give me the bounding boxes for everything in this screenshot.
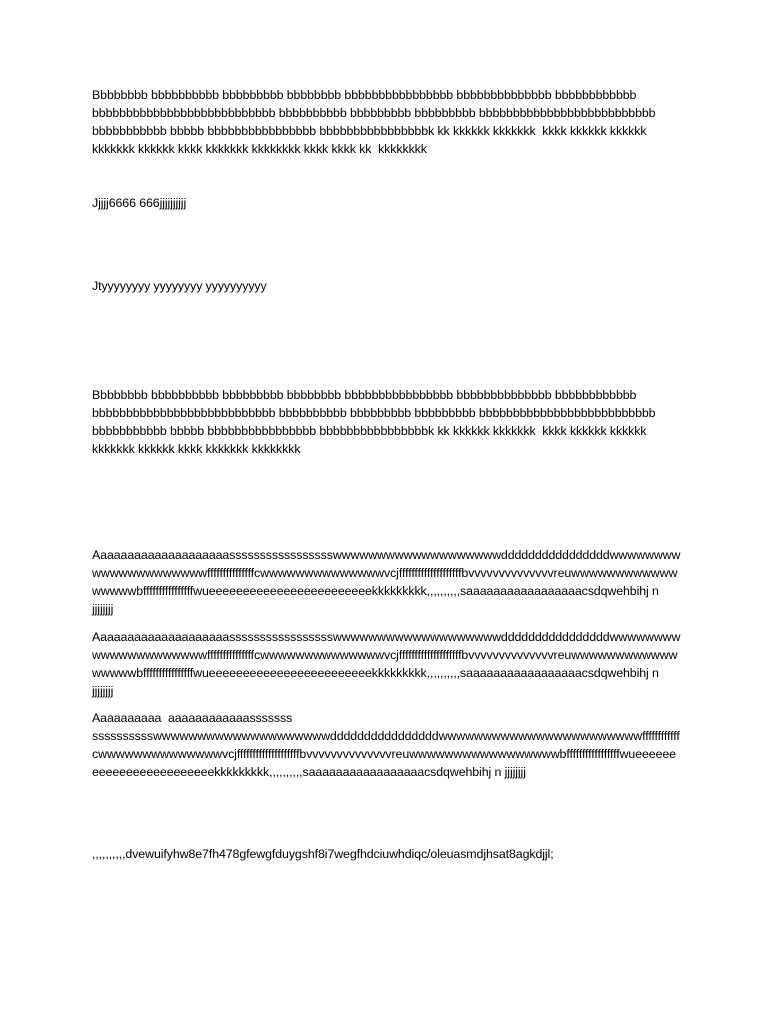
paragraph-7: Aaaaaaaaaa aaaaaaaaaaaasssssss sssssssssswwwwwwwwwwwwwwwwwwwwddddddddddddddddwwwwwwwwwwwwwwwwwwwwwwwffffffffffffcwwwwwwwwwwwwwwvcjffffffffffffffffffffbvvvvvvvvvvvvvvreuwwwwwwwwwwwwwwwwwbfffffffffffffffffwueeeeeeeeeeeeeeeeeeeeeeeekkkkkkkkk,,,,,,,,,,saaaaaaaaaaaaaaaaacsdqwehbihj n jjjjjjjj (92, 711, 680, 779)
paragraph-4: Bbbbbbbb bbbbbbbbbb bbbbbbbbb bbbbbbbb bbbbbbbbbbbbbbbb bbbbbbbbbbbbbb bbbbbbbbbbbb bbbbbbbbbbbbbbbbbbbbbbbbbbb bbbbbbbbbb bbbbbbbbb bbbbbbbbb bbbbbbbbbbbbbbbbbbbbbbbbbb bbbbbbbbbbb bbbbb bbbbbbbbbbbbbbbb bbbbbbbbbbbbbbbbk kk kkkkkk kkkkkkk kkkk kkkkkk kkkkkk kkkkkkk kkkkkk kkkk kkkkkkk kkkkkkkk (92, 388, 659, 456)
paragraph-1: Bbbbbbbb bbbbbbbbbb bbbbbbbbb bbbbbbbb bbbbbbbbbbbbbbbb bbbbbbbbbbbbbb bbbbbbbbbbbb bbbbbbbbbbbbbbbbbbbbbbbbbbb bbbbbbbbbb bbbbbbbbb bbbbbbbbb bbbbbbbbbbbbbbbbbbbbbbbbbb bbbbbbbbbbb bbbbb bbbbbbbbbbbbbbbb bbbbbbbbbbbbbbbbk kk kkkkkk kkkkkkk kkkk kkkkkk kkkkkk kkkkkkk kkkkkk kkkk kkkkkkk kkkkkkkk kkkk kkkk kk kkkkkkkk (92, 88, 659, 156)
paragraph-5: Aaaaaaaaaaaaaaaaaaaassssssssssssssssswwwwwwwwwwwwwwwwwwwddddddddddddddddwwwwwwwwwwwwwwwwwwwwwfffffffffffffffcwwwwwwwwwwwwwwvcjffffffffffffffffffffbvvvvvvvvvvvvvvreuwwwwwwwwwwwwwwwwwbffffffffffffffffwueeeeeeeeeeeeeeeeeeeeeeeekkkkkkkkk,,,,,,,,,,saaaaaaaaaaaaaaaaacsdqwehbihj n jjjjjjjj (92, 548, 681, 616)
paragraph-8: ,,,,,,,,,,dvewuifyhw8e7fh478gfewgfduygshf8i7wegfhdciuwhdiqc/oleuasmdjhsat8agkdjjl; (92, 847, 554, 861)
paragraph-3: Jtyyyyyyyy yyyyyyyy yyyyyyyyyy (92, 279, 267, 293)
paragraph-2: Jjjjj6666 666jjjjjjjjjj (92, 196, 187, 210)
paragraph-6: Aaaaaaaaaaaaaaaaaaaassssssssssssssssswwwwwwwwwwwwwwwwwwwddddddddddddddddwwwwwwwwwwwwwwwwwwwwwfffffffffffffffcwwwwwwwwwwwwwwvcjffffffffffffffffffffbvvvvvvvvvvvvvvreuwwwwwwwwwwwwwwwwwbffffffffffffffffwueeeeeeeeeeeeeeeeeeeeeeeekkkkkkkkk,,,,,,,,,,saaaaaaaaaaaaaaaaacsdqwehbihj n jjjjjjjj (92, 630, 681, 698)
